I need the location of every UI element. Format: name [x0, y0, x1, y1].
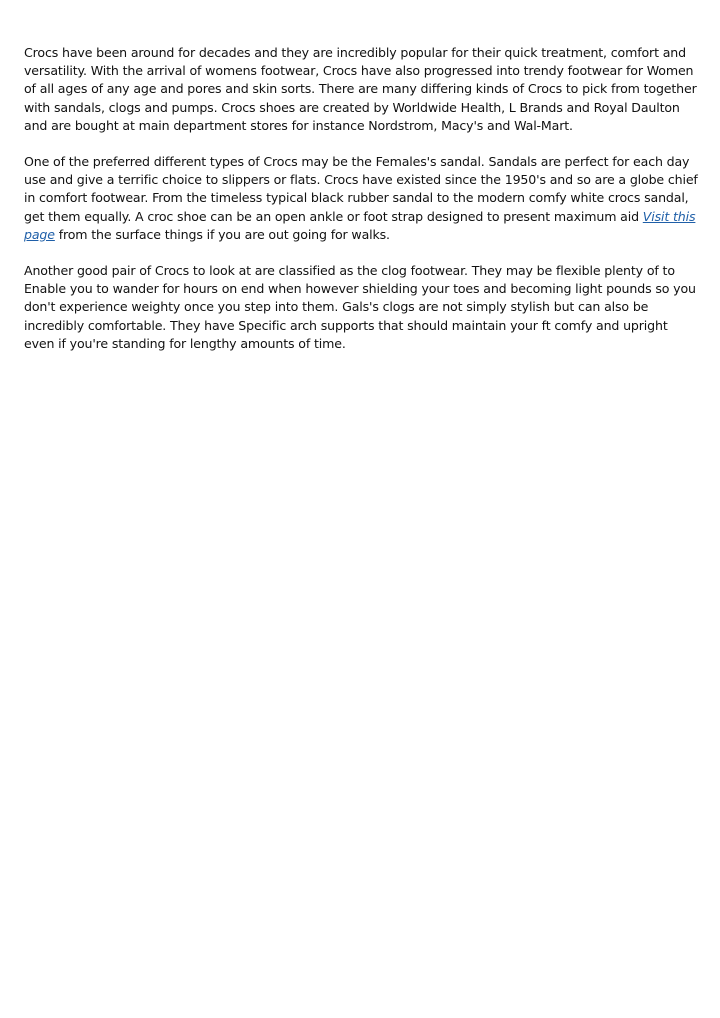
paragraph-clog-footwear: Another good pair of Crocs to look at are classified as the clog footwear. They may be flexible plenty of to Enable you to wander for hours on end when however shielding your toes and becoming light pounds so you don't experience weighty once you step into them. Gals's clogs are not simply stylish but can also be incredibly comfortable. They have Specific arch supports that should maintain your ft comfy and upright even if you're standing for lengthy amounts of time.	[24, 263, 696, 351]
paragraph-womens-sandal	[24, 153, 700, 244]
paragraph-text-before-link: One of the preferred different types of Crocs may be the Females's sandal. Sandals are perfect for each day use and give a terrific choice to slippers or flats. Crocs have existed since the 1950's and so are a globe chief in comfort footwear. From the timeless typical black rubber sandal to the modern comfy white crocs sandal, get them equally. A croc shoe can be an open ankle or foot strap designed to present maximum aid	[24, 154, 698, 224]
paragraph-crocs-intro: Crocs have been around for decades and they are incredibly popular for their quick treatment, comfort and versatility. With the arrival of womens footwear, Crocs have also progressed into trendy footwear for Women of all ages of any age and pores and skin sorts. There are many differing kinds of Crocs to pick from together with sandals, clogs and pumps. Crocs shoes are created by Worldwide Health, L Brands and Royal Daulton and are bought at main department stores for instance Nordstrom, Macy's and Wal-Mart.	[24, 45, 697, 133]
paragraph-text-after-link: from the surface things if you are out going for walks.	[54, 226, 390, 242]
visit-this-page-link[interactable]: Visit this page	[24, 208, 696, 242]
document-body	[24, 44, 700, 371]
